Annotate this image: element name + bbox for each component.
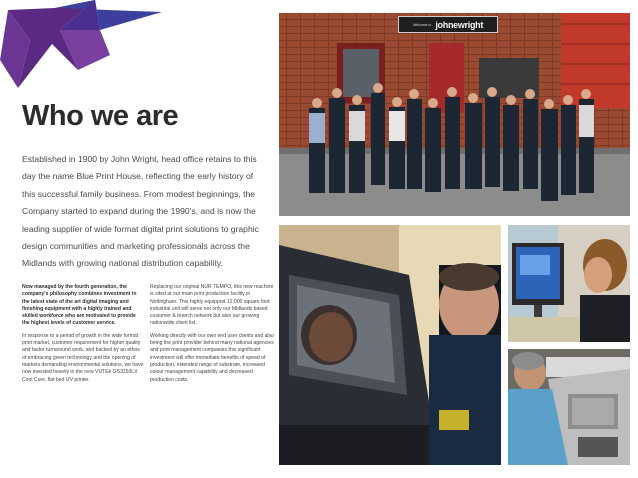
body-column-right <box>150 284 274 389</box>
page-title: Who we are <box>22 100 179 132</box>
decorative-star-graphic <box>0 0 170 95</box>
printer-engineer-photo <box>279 225 501 465</box>
body-paragraph: Working directly with our own end user clients and also being the print provider behind many national agencies and print management companies this significant investment will offer immediate benefits of speed of production, extended range of substrate, increased colour management capability and decreased production costs. <box>150 332 274 383</box>
body-paragraph: In response to a period of growth in the wide format print market, customer requirement for higher quality and faster turnaround work, and backed by an ethos of embracing green technology and the opening of markets demanding environmental solutions, we have now invested heavily in the new VUTEk GS3250LX Cool Cure, flat bed UV printer. <box>22 332 144 383</box>
team-photo <box>279 13 630 216</box>
sign-logo-text: johnewright <box>435 19 484 30</box>
company-sign <box>398 16 498 33</box>
monitor-operator-photo <box>508 225 630 342</box>
body-paragraph: Replacing our original NUR TEMPO, this new machine is sited at our main print production facility in Nottingham. This highly equipped 12,000 square foot industrial unit will serve not only our Midlands based customer & branch network but also our growing nationwide client list. <box>150 284 274 327</box>
intro-paragraph: Established in 1900 by John Wright, head office retains to this day the name Blue Print House, reflecting the early history of this successful family business. From modest beginnings, the Company started to expand during the 1990's, and is now the leading supplier of wide format digital print solutions to graphic design communities and marketing professionals across the Midlands with growing national distribution capability. <box>22 154 259 269</box>
body-column-left <box>22 284 144 389</box>
printer-operator-photo <box>508 349 630 465</box>
lead-paragraph: Now managed by the fourth generation, the company's philosophy combines investment in the latest state of the art digital imaging and finishing equipment with a highly trained and skilled workforce who are motivated to provide the highest levels of customer service. <box>22 284 137 327</box>
sign-welcome-text: Welcome to <box>412 22 432 27</box>
